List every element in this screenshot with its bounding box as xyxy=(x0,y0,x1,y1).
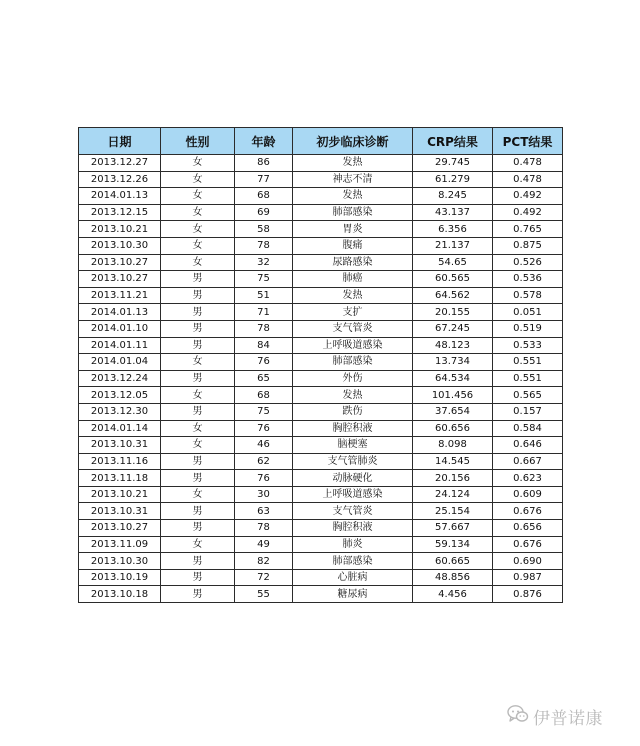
cell-age: 63 xyxy=(235,503,293,520)
cell-crp: 24.124 xyxy=(413,486,493,503)
cell-diagnosis: 跌伤 xyxy=(293,403,413,420)
cell-crp: 20.156 xyxy=(413,470,493,487)
cell-age: 32 xyxy=(235,254,293,271)
cell-sex: 男 xyxy=(161,453,235,470)
table-row xyxy=(79,403,563,420)
cell-diagnosis: 胸腔积液 xyxy=(293,420,413,437)
cell-date: 2014.01.13 xyxy=(79,188,161,205)
cell-age: 75 xyxy=(235,271,293,288)
cell-date: 2013.10.27 xyxy=(79,520,161,537)
cell-age: 30 xyxy=(235,486,293,503)
cell-pct: 0.875 xyxy=(493,237,563,254)
cell-pct: 0.656 xyxy=(493,520,563,537)
cell-crp: 64.562 xyxy=(413,287,493,304)
table-row xyxy=(79,536,563,553)
cell-pct: 0.676 xyxy=(493,503,563,520)
cell-age: 65 xyxy=(235,370,293,387)
cell-diagnosis: 外伤 xyxy=(293,370,413,387)
cell-pct: 0.536 xyxy=(493,271,563,288)
cell-sex: 男 xyxy=(161,320,235,337)
table-row xyxy=(79,204,563,221)
cell-diagnosis: 糖尿病 xyxy=(293,586,413,603)
cell-crp: 6.356 xyxy=(413,221,493,238)
cell-age: 55 xyxy=(235,586,293,603)
cell-date: 2013.11.16 xyxy=(79,453,161,470)
cell-diagnosis: 支气管炎 xyxy=(293,503,413,520)
table-row xyxy=(79,486,563,503)
cell-date: 2013.10.31 xyxy=(79,437,161,454)
cell-pct: 0.690 xyxy=(493,553,563,570)
cell-date: 2013.10.31 xyxy=(79,503,161,520)
table-row xyxy=(79,304,563,321)
cell-sex: 男 xyxy=(161,586,235,603)
cell-crp: 13.734 xyxy=(413,354,493,371)
cell-crp: 60.656 xyxy=(413,420,493,437)
cell-diagnosis: 脑梗塞 xyxy=(293,437,413,454)
cell-age: 46 xyxy=(235,437,293,454)
cell-pct: 0.987 xyxy=(493,569,563,586)
cell-age: 77 xyxy=(235,171,293,188)
cell-pct: 0.609 xyxy=(493,486,563,503)
cell-pct: 0.051 xyxy=(493,304,563,321)
cell-sex: 女 xyxy=(161,221,235,238)
cell-age: 62 xyxy=(235,453,293,470)
cell-pct: 0.578 xyxy=(493,287,563,304)
cell-pct: 0.519 xyxy=(493,320,563,337)
cell-age: 82 xyxy=(235,553,293,570)
cell-date: 2014.01.10 xyxy=(79,320,161,337)
cell-sex: 女 xyxy=(161,188,235,205)
cell-age: 78 xyxy=(235,320,293,337)
cell-sex: 女 xyxy=(161,171,235,188)
table-row xyxy=(79,271,563,288)
cell-pct: 0.478 xyxy=(493,171,563,188)
header-date: 日期 xyxy=(79,128,161,155)
cell-age: 76 xyxy=(235,470,293,487)
table-row xyxy=(79,287,563,304)
table-row xyxy=(79,387,563,404)
cell-date: 2013.12.05 xyxy=(79,387,161,404)
cell-diagnosis: 发热 xyxy=(293,188,413,205)
cell-age: 71 xyxy=(235,304,293,321)
table-row xyxy=(79,470,563,487)
cell-sex: 女 xyxy=(161,420,235,437)
table-header xyxy=(79,128,563,155)
cell-crp: 21.137 xyxy=(413,237,493,254)
cell-diagnosis: 上呼吸道感染 xyxy=(293,486,413,503)
cell-sex: 男 xyxy=(161,287,235,304)
cell-sex: 男 xyxy=(161,337,235,354)
header-diagnosis: 初步临床诊断 xyxy=(293,128,413,155)
cell-sex: 女 xyxy=(161,437,235,454)
table-row xyxy=(79,453,563,470)
cell-diagnosis: 发热 xyxy=(293,155,413,172)
cell-sex: 男 xyxy=(161,569,235,586)
cell-crp: 20.155 xyxy=(413,304,493,321)
cell-age: 51 xyxy=(235,287,293,304)
cell-date: 2013.10.27 xyxy=(79,271,161,288)
cell-sex: 女 xyxy=(161,237,235,254)
table-row xyxy=(79,155,563,172)
cell-diagnosis: 尿路感染 xyxy=(293,254,413,271)
cell-diagnosis: 上呼吸道感染 xyxy=(293,337,413,354)
cell-crp: 67.245 xyxy=(413,320,493,337)
cell-sex: 女 xyxy=(161,486,235,503)
cell-diagnosis: 心脏病 xyxy=(293,569,413,586)
cell-sex: 女 xyxy=(161,204,235,221)
table-row xyxy=(79,221,563,238)
header-sex: 性别 xyxy=(161,128,235,155)
cell-sex: 女 xyxy=(161,387,235,404)
cell-crp: 25.154 xyxy=(413,503,493,520)
cell-age: 68 xyxy=(235,387,293,404)
cell-age: 84 xyxy=(235,337,293,354)
cell-crp: 29.745 xyxy=(413,155,493,172)
cell-date: 2013.11.21 xyxy=(79,287,161,304)
cell-crp: 54.65 xyxy=(413,254,493,271)
table-row xyxy=(79,188,563,205)
table-row xyxy=(79,503,563,520)
cell-date: 2013.10.19 xyxy=(79,569,161,586)
cell-date: 2013.10.30 xyxy=(79,237,161,254)
cell-pct: 0.526 xyxy=(493,254,563,271)
cell-crp: 8.245 xyxy=(413,188,493,205)
wechat-icon xyxy=(507,704,529,728)
cell-crp: 64.534 xyxy=(413,370,493,387)
cell-crp: 61.279 xyxy=(413,171,493,188)
cell-diagnosis: 支气管炎 xyxy=(293,320,413,337)
cell-sex: 女 xyxy=(161,254,235,271)
cell-pct: 0.565 xyxy=(493,387,563,404)
cell-diagnosis: 胃炎 xyxy=(293,221,413,238)
table-row xyxy=(79,354,563,371)
cell-age: 76 xyxy=(235,420,293,437)
cell-pct: 0.533 xyxy=(493,337,563,354)
cell-date: 2013.12.26 xyxy=(79,171,161,188)
cell-pct: 0.492 xyxy=(493,188,563,205)
table-row xyxy=(79,569,563,586)
cell-age: 68 xyxy=(235,188,293,205)
cell-sex: 女 xyxy=(161,155,235,172)
cell-crp: 43.137 xyxy=(413,204,493,221)
cell-diagnosis: 肺癌 xyxy=(293,271,413,288)
cell-age: 58 xyxy=(235,221,293,238)
cell-date: 2013.11.18 xyxy=(79,470,161,487)
cell-date: 2013.10.21 xyxy=(79,221,161,238)
cell-crp: 60.565 xyxy=(413,271,493,288)
cell-diagnosis: 发热 xyxy=(293,387,413,404)
cell-pct: 0.876 xyxy=(493,586,563,603)
cell-sex: 男 xyxy=(161,470,235,487)
cell-age: 78 xyxy=(235,237,293,254)
cell-diagnosis: 肺部感染 xyxy=(293,204,413,221)
cell-sex: 男 xyxy=(161,520,235,537)
table-row xyxy=(79,437,563,454)
cell-crp: 48.856 xyxy=(413,569,493,586)
cell-sex: 男 xyxy=(161,503,235,520)
cell-crp: 59.134 xyxy=(413,536,493,553)
cell-pct: 0.765 xyxy=(493,221,563,238)
cell-sex: 男 xyxy=(161,553,235,570)
cell-sex: 男 xyxy=(161,370,235,387)
cell-crp: 14.545 xyxy=(413,453,493,470)
cell-age: 86 xyxy=(235,155,293,172)
cell-date: 2014.01.13 xyxy=(79,304,161,321)
cell-age: 69 xyxy=(235,204,293,221)
cell-pct: 0.667 xyxy=(493,453,563,470)
cell-crp: 57.667 xyxy=(413,520,493,537)
cell-diagnosis: 支扩 xyxy=(293,304,413,321)
cell-age: 72 xyxy=(235,569,293,586)
header-pct: PCT结果 xyxy=(493,128,563,155)
cell-diagnosis: 肺炎 xyxy=(293,536,413,553)
cell-diagnosis: 胸腔积液 xyxy=(293,520,413,537)
cell-sex: 男 xyxy=(161,304,235,321)
cell-diagnosis: 神志不清 xyxy=(293,171,413,188)
cell-sex: 男 xyxy=(161,403,235,420)
table-row xyxy=(79,320,563,337)
table-row xyxy=(79,586,563,603)
cell-pct: 0.551 xyxy=(493,354,563,371)
cell-pct: 0.478 xyxy=(493,155,563,172)
cell-date: 2013.12.15 xyxy=(79,204,161,221)
cell-sex: 男 xyxy=(161,271,235,288)
watermark xyxy=(507,703,603,729)
cell-pct: 0.646 xyxy=(493,437,563,454)
cell-pct: 0.551 xyxy=(493,370,563,387)
cell-pct: 0.584 xyxy=(493,420,563,437)
cell-date: 2013.12.27 xyxy=(79,155,161,172)
cell-crp: 101.456 xyxy=(413,387,493,404)
cell-crp: 48.123 xyxy=(413,337,493,354)
table-row xyxy=(79,420,563,437)
cell-pct: 0.676 xyxy=(493,536,563,553)
cell-age: 76 xyxy=(235,354,293,371)
cell-date: 2014.01.14 xyxy=(79,420,161,437)
cell-diagnosis: 肺部感染 xyxy=(293,553,413,570)
header-age: 年龄 xyxy=(235,128,293,155)
header-row xyxy=(79,128,563,155)
cell-diagnosis: 肺部感染 xyxy=(293,354,413,371)
cell-diagnosis: 腹痛 xyxy=(293,237,413,254)
cell-diagnosis: 动脉硬化 xyxy=(293,470,413,487)
watermark-text: 伊普诺康 xyxy=(533,708,603,729)
cell-date: 2013.10.21 xyxy=(79,486,161,503)
table-row xyxy=(79,254,563,271)
cell-date: 2014.01.11 xyxy=(79,337,161,354)
cell-diagnosis: 发热 xyxy=(293,287,413,304)
table-row xyxy=(79,237,563,254)
cell-pct: 0.157 xyxy=(493,403,563,420)
cell-date: 2013.11.09 xyxy=(79,536,161,553)
cell-crp: 37.654 xyxy=(413,403,493,420)
cell-diagnosis: 支气管肺炎 xyxy=(293,453,413,470)
cell-sex: 女 xyxy=(161,354,235,371)
cell-crp: 8.098 xyxy=(413,437,493,454)
cell-age: 78 xyxy=(235,520,293,537)
cell-date: 2013.10.27 xyxy=(79,254,161,271)
table-row xyxy=(79,171,563,188)
cell-date: 2013.10.18 xyxy=(79,586,161,603)
table-row xyxy=(79,370,563,387)
cell-date: 2014.01.04 xyxy=(79,354,161,371)
table-row xyxy=(79,337,563,354)
table-row xyxy=(79,553,563,570)
cell-age: 49 xyxy=(235,536,293,553)
cell-pct: 0.492 xyxy=(493,204,563,221)
cell-sex: 女 xyxy=(161,536,235,553)
cell-date: 2013.10.30 xyxy=(79,553,161,570)
cell-crp: 60.665 xyxy=(413,553,493,570)
table-body xyxy=(79,155,563,603)
data-table xyxy=(78,127,563,603)
cell-pct: 0.623 xyxy=(493,470,563,487)
table-row xyxy=(79,520,563,537)
cell-crp: 4.456 xyxy=(413,586,493,603)
header-crp: CRP结果 xyxy=(413,128,493,155)
cell-age: 75 xyxy=(235,403,293,420)
cell-date: 2013.12.30 xyxy=(79,403,161,420)
cell-date: 2013.12.24 xyxy=(79,370,161,387)
